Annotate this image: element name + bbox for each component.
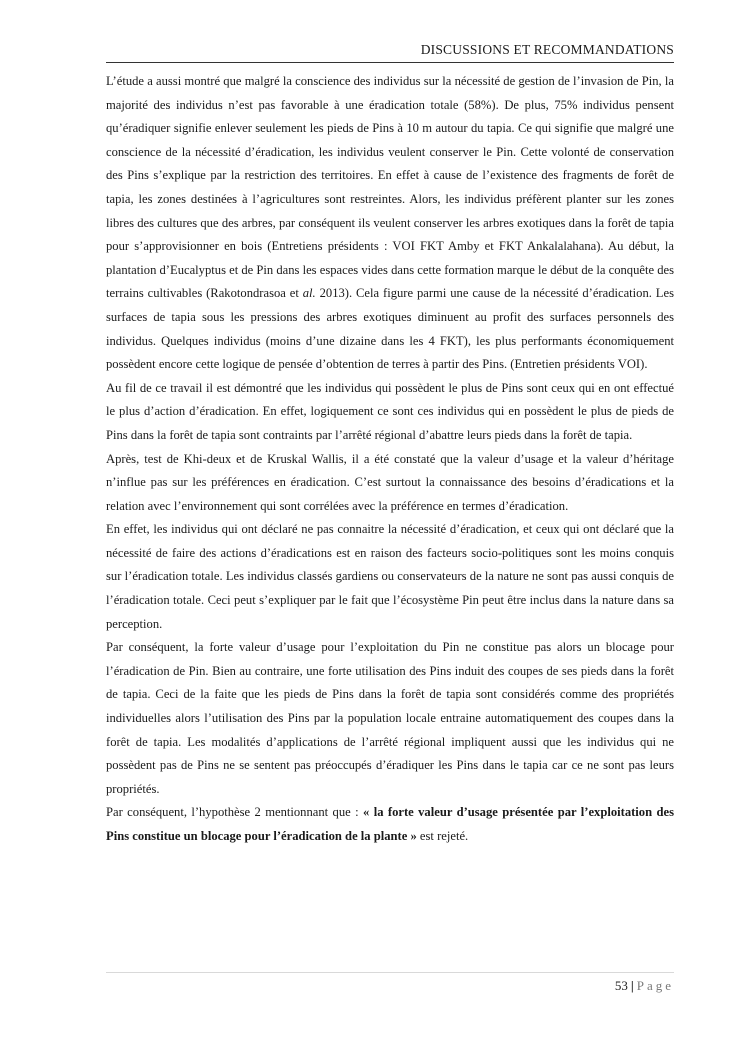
paragraph-6-text-a: Par conséquent, l’hypothèse 2 mentionnant que :: [106, 805, 364, 820]
paragraph-4: En effet, les individus qui ont déclaré ne pas connaitre la nécessité d’éradication, et ceux qui ont déclaré que la nécessité de faire des actions d’éradications est en raison des facteurs socio-politiques sont les moins conquis sur l’éradication totale. Les individus classés gardiens ou conservateurs de la nature ne sont pas aussi conquis de l’éradication totale. Ceci peut s’expliquer par le fait que l’écosystème Pin peut être inclus dans la nature dans sa perception.: [106, 522, 674, 631]
paragraph-3: Après, test de Khi-deux et de Kruskal Wallis, il a été constaté que la valeur d’usage et la valeur d’héritage n’influe pas sur les préférences en éradication. C’est surtout la connaissance des besoins d’éradications et la relation avec l’environnement qui sont corrélées avec la préférence en termes d’éradication.: [106, 451, 674, 513]
paragraph-1-italic: al.: [302, 286, 316, 301]
paragraph-1-text-b: 2013). Cela figure parmi une cause de la nécessité d’éradication. Les surfaces de tapia sous les pressions des arbres exotiques diminuent au profit des surfaces personnels des individus. Quelques individus (moins d’une dizaine dans les 4 FKT), les plus performants économiquement possèdent encore cette logique de pensée d’obtention de terres à partir des Pins. (Entretien présidents VOI).: [106, 286, 674, 372]
page-footer: [615, 978, 674, 994]
page-header-title: DISCUSSIONS ET RECOMMANDATIONS: [420, 42, 674, 57]
page-number: 53: [614, 978, 628, 993]
paragraph-6: [106, 801, 674, 848]
page-label: Page: [636, 978, 674, 993]
paragraph-1: [106, 70, 674, 377]
footer-separator: |: [630, 978, 634, 993]
header-rule: [106, 62, 674, 63]
paragraph-6-text-b: est rejeté.: [416, 829, 469, 843]
hypothesis-quote: « la forte valeur d’usage présentée par l’exploitation des Pins constitue un blocage pour l’éradication de la plante »: [106, 805, 674, 843]
document-body: [106, 70, 674, 849]
paragraph-2: Au fil de ce travail il est démontré que les individus qui possèdent le plus de Pins sont ceux qui en ont effectué le plus d’action d’éradication. En effet, logiquement ce sont ces individus qui en possèdent le plus de pieds de Pins dans la forêt de tapia sont contraints par l’arrêté régional d’abattre leurs pieds dans la forêt de tapia.: [106, 380, 674, 442]
footer-rule: [106, 972, 674, 973]
paragraph-1-text-a: L’étude a aussi montré que malgré la conscience des individus sur la nécessité de gestion de l’invasion de Pin, la majorité des individus n’est pas favorable à une éradication totale (58%). De plus, 75% individus pensent qu’éradiquer signifie enlever seulement les pieds de Pins à 10 m autour du tapia. Ce qui signifie que malgré une conscience de la nécessité d’éradication, les individus veulent conserver le Pin. Cette volonté de conservation des Pins s’explique par la restriction des territoires. En effet à cause de l’existence des fragments de forêt de tapia, les zones destinées à l’agricultures sont restreintes. Alors, les individus préfèrent planter sur les zones libres des cultures que des arbres, par conséquent ils veulent conserver les arbres exotiques dans la forêt de tapia pour s’approvisionner en bois (Entretiens présidents : VOI FKT Amby et FKT Ankalalahana). Au début, la plantation d’Eucalyptus et de Pin dans les espaces vides dans cette formation marque le début de la conquête des terrains cultivables (Rakotondrasoa et: [106, 74, 674, 301]
paragraph-5: Par conséquent, la forte valeur d’usage pour l’exploitation du Pin ne constitue pas alors un blocage pour l’éradication de Pin. Bien au contraire, une forte utilisation des Pins induit des coupes de ses pieds dans la forêt de tapia. Ceci de la faite que les pieds de Pins dans la forêt de tapia sont considérés comme des propriétés individuelles alors l’utilisation des Pins par la population locale entraine automatiquement des coupes dans la forêt de tapia. Les modalités d’applications de l’arrêté régional impliquent aussi que les individus qui ne possèdent pas de Pins ne se sentent pas préoccupés d’éradiquer les Pins dans le tapia car ce ne sont pas leurs propriétés.: [106, 640, 674, 796]
